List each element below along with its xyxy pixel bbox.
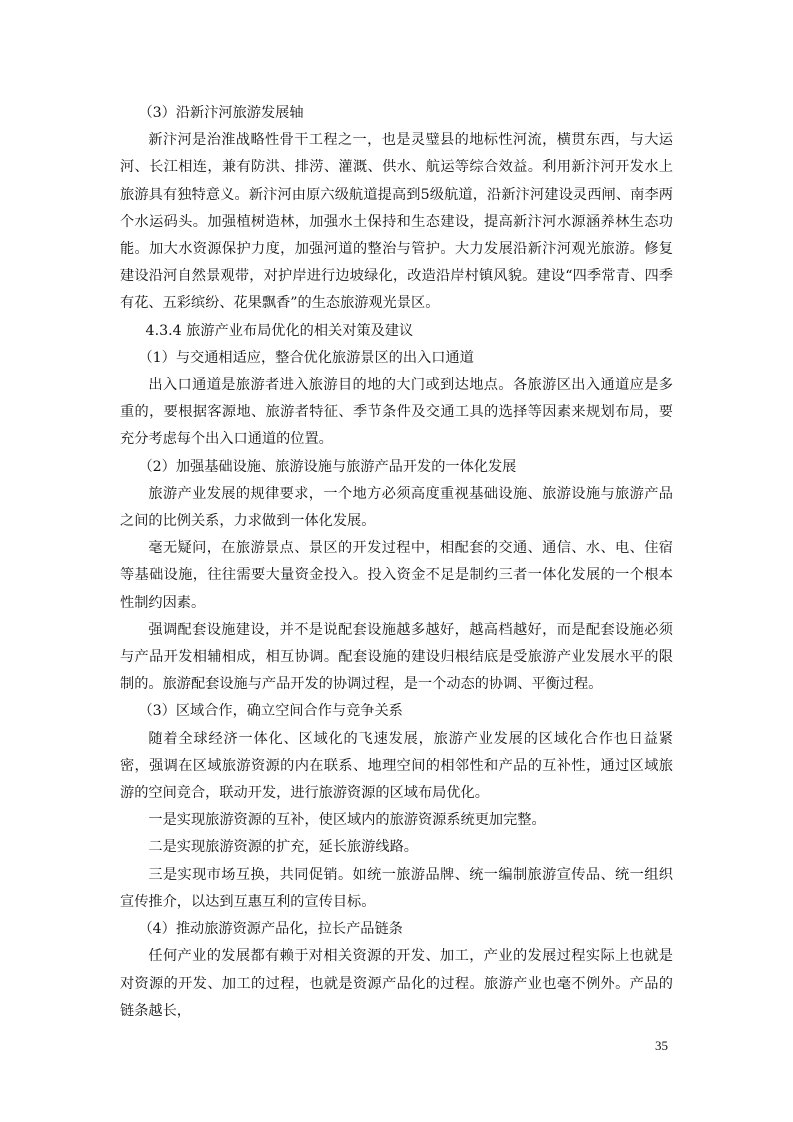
subheading: （2）加强基础设施、旅游设施与旅游产品开发的一体化发展 — [138, 458, 517, 475]
paragraph: 毫无疑问，在旅游景点、景区的开发过程中，相配套的交通、通信、水、电、住宿等基础设施，往往需要大量资金投入。投入资金不足是制约三者一体化发展的一个根本性制约因素。 — [120, 540, 673, 611]
body-text — [120, 100, 673, 1025]
subheading: （3）区域合作，确立空间合作与竞争关系 — [138, 703, 403, 720]
paragraph: 强调配套设施建设，并不是说配套设施越多越好，越高档越好，而是配套设施必须与产品开发相辅相成，相互协调。配套设施的建设归根结底是受旅游产业发展水平的限制的。旅游配套设施与产品开发的协调过程，是一个动态的协调、平衡过程。 — [120, 621, 673, 693]
paragraph: 一是实现旅游资源的互补，使区域内的旅游资源系统更加完整。 — [148, 812, 546, 829]
subheading: （1）与交通相适应，整合优化旅游景区的出入口通道 — [138, 349, 474, 366]
paragraph: 任何产业的发展都有赖于对相关资源的开发、加工，产业的发展过程实际上也就是对资源的开发、加工的过程，也就是资源产品化的过程。旅游产业也毫不例外。产品的链条越长， — [120, 948, 673, 1019]
subheading-axis: （3）沿新汴河旅游发展轴 — [138, 105, 304, 121]
page-number: 35 — [655, 1038, 668, 1053]
paragraph: 新汴河是治淮战略性骨干工程之一，也是灵璧县的地标性河流，横贯东西，与大运河、长江相连，兼有防洪、排涝、灌溉、供水、航运等综合效益。利用新汴河开发水上旅游具有独特意义。新汴河由原六级航道提高到5级航道，沿新汴河建设灵西闸、南李两个水运码头。加强植树造林，加强水土保持和生态建设，提高新汴河水源涵养林生态功能。加大水资源保护力度，加强河道的整治与管护。大力发展沿新汴河观光旅游。修复建设沿河自然景观带，对护岸进行边坡绿化，改造沿岸村镇风貌。建设“四季常青、四季有花、五彩缤纷、花果飘香”的生态旅游观光景区。 — [120, 132, 673, 312]
paragraph: 三是实现市场互换，共同促销。如统一旅游品牌、统一编制旅游宣传品、统一组织宣传推介，以达到互惠互利的宣传目标。 — [120, 866, 673, 910]
paragraph: 出入口通道是旅游者进入旅游目的地的大门或到达地点。各旅游区出入通道应是多重的，要根据客源地、旅游者特征、季节条件及交通工具的选择等因素来规划布局，要充分考虑每个出入口通道的位置。 — [120, 377, 673, 448]
paragraph: 二是实现旅游资源的扩充，延长旅游线路。 — [148, 839, 418, 856]
section-heading: 4.3.4 旅游产业布局优化的相关对策及建议 — [145, 322, 414, 339]
subheading: （4）推动旅游资源产品化，拉长产品链条 — [138, 921, 403, 938]
paragraph: 旅游产业发展的规律要求，一个地方必须高度重视基础设施、旅游设施与旅游产品之间的比例关系，力求做到一体化发展。 — [120, 485, 673, 530]
paragraph: 随着全球经济一体化、区域化的飞速发展，旅游产业发展的区域化合作也日益紧密，强调在区域旅游资源的内在联系、地理空间的相邻性和产品的互补性，通过区域旅游的空间竞合，联动开发，进行旅游资源的区域布局优化。 — [120, 730, 673, 802]
